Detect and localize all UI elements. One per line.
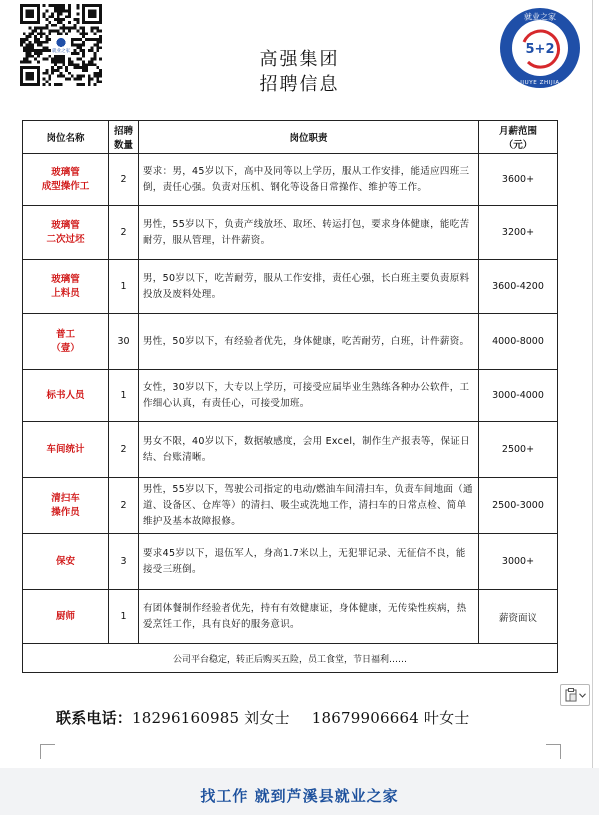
salary-range: 薪资面议 bbox=[479, 590, 558, 644]
salary-range: 3000+ bbox=[479, 534, 558, 590]
company-title: 高强集团 bbox=[259, 49, 340, 70]
job-duty: 女性，30岁以下，大专以上学历，可接受应届毕业生熟练各种办公软件，工作细心认真，有责任心，可接受加班。 bbox=[139, 370, 479, 422]
position-name: 玻璃管 成型操作工 bbox=[23, 154, 109, 206]
job-duty: 要求45岁以下，退伍军人，身高1.7米以上，无犯罪记录、无征信不良，能接受三班倒。 bbox=[139, 534, 479, 590]
logo-bottom-text: JIUYE ZHIJIA bbox=[520, 80, 560, 86]
position-name: 清扫车 操作员 bbox=[23, 478, 109, 534]
salary-range: 3000-4000 bbox=[479, 370, 558, 422]
benefits-text: 公司平台稳定，转正后购买五险，员工食堂，节日福利…… bbox=[23, 644, 558, 673]
hiring-count: 1 bbox=[109, 590, 139, 644]
position-name: 厨师 bbox=[23, 590, 109, 644]
job-duty: 男性，55岁以下，负责产线放坯、取坯、转运打包，要求身体健康，能吃苦耐劳，服从管理，计件薪资。 bbox=[139, 206, 479, 260]
jobs-table bbox=[22, 120, 558, 673]
logo-center-text: 5+2 bbox=[525, 42, 555, 57]
position-name: 车间统计 bbox=[23, 422, 109, 478]
hiring-count: 2 bbox=[109, 154, 139, 206]
chevron-down-icon bbox=[579, 693, 586, 698]
salary-range: 2500-3000 bbox=[479, 478, 558, 534]
table-row bbox=[23, 154, 558, 206]
contact-person-1: 18296160985 刘女士 bbox=[132, 709, 290, 727]
header-duty: 岗位职责 bbox=[139, 121, 479, 154]
table-row bbox=[23, 422, 558, 478]
position-name: 玻璃管 上料员 bbox=[23, 260, 109, 314]
job-duty: 男，50岁以下，吃苦耐劳，服从工作安排，责任心强，长白班主要负责原料投放及废料处理。 bbox=[139, 260, 479, 314]
job-duty: 男女不限，40岁以下，数据敏感度，会用 Excel，制作生产报表等，保证日结、台账清晰。 bbox=[139, 422, 479, 478]
hiring-count: 3 bbox=[109, 534, 139, 590]
page-subtitle: 招聘信息 bbox=[259, 74, 340, 95]
table-row bbox=[23, 478, 558, 534]
position-name: 玻璃管 二次过坯 bbox=[23, 206, 109, 260]
margin-corner-mark bbox=[546, 744, 561, 759]
contact-person-2: 18679906664 叶女士 bbox=[311, 709, 470, 727]
logo-top-text: 就业之家 bbox=[524, 12, 556, 22]
table-row bbox=[23, 590, 558, 644]
header-count: 招聘 数量 bbox=[109, 121, 139, 154]
salary-range: 3600-4200 bbox=[479, 260, 558, 314]
position-name: 普工 （壹） bbox=[23, 314, 109, 370]
table-row bbox=[23, 260, 558, 314]
job-duty: 男性，55岁以下，驾驶公司指定的电动/燃油车间清扫车，负责车间地面（通道、设备区、仓库等）的清扫、吸尘或洗地工作，清扫车的日常点检、简单维护及基本故障报修。 bbox=[139, 478, 479, 534]
table-footer-row bbox=[23, 644, 558, 673]
position-name: 标书人员 bbox=[23, 370, 109, 422]
job-duty: 男性，50岁以下，有经验者优先，身体健康，吃苦耐劳，白班，计件薪资。 bbox=[139, 314, 479, 370]
table-row bbox=[23, 534, 558, 590]
job-duty: 要求：男，45岁以下，高中及同等以上学历，服从工作安排，能适应四班三倒，责任心强。负责对压机、钢化等设备日常操作、维护等工作。 bbox=[139, 154, 479, 206]
table-row bbox=[23, 206, 558, 260]
hiring-count: 2 bbox=[109, 478, 139, 534]
qr-center-label: 就业之家 bbox=[51, 49, 71, 55]
job-duty: 有团体餐制作经验者优先，持有有效健康证，身体健康，无传染性疾病，热爱烹饪工作，具有良好的服务意识。 bbox=[139, 590, 479, 644]
table-row bbox=[23, 370, 558, 422]
table-header-row bbox=[23, 121, 558, 154]
hiring-count: 2 bbox=[109, 206, 139, 260]
margin-corner-mark bbox=[40, 744, 55, 759]
salary-range: 4000-8000 bbox=[479, 314, 558, 370]
header-position: 岗位名称 bbox=[23, 121, 109, 154]
hiring-count: 1 bbox=[109, 370, 139, 422]
page-edge-line bbox=[592, 0, 593, 815]
slogan: 找工作 就到芦溪县就业之家 bbox=[200, 787, 399, 805]
header-salary: 月薪范围 （元） bbox=[479, 121, 558, 154]
hiring-count: 1 bbox=[109, 260, 139, 314]
contact-line bbox=[56, 707, 470, 728]
paste-options-button[interactable] bbox=[560, 684, 590, 706]
salary-range: 3600+ bbox=[479, 154, 558, 206]
position-name: 保安 bbox=[23, 534, 109, 590]
clipboard-icon bbox=[565, 688, 577, 702]
salary-range: 2500+ bbox=[479, 422, 558, 478]
contact-label: 联系电话： bbox=[56, 709, 133, 727]
salary-range: 3200+ bbox=[479, 206, 558, 260]
table-row bbox=[23, 314, 558, 370]
hiring-count: 2 bbox=[109, 422, 139, 478]
hiring-count: 30 bbox=[109, 314, 139, 370]
